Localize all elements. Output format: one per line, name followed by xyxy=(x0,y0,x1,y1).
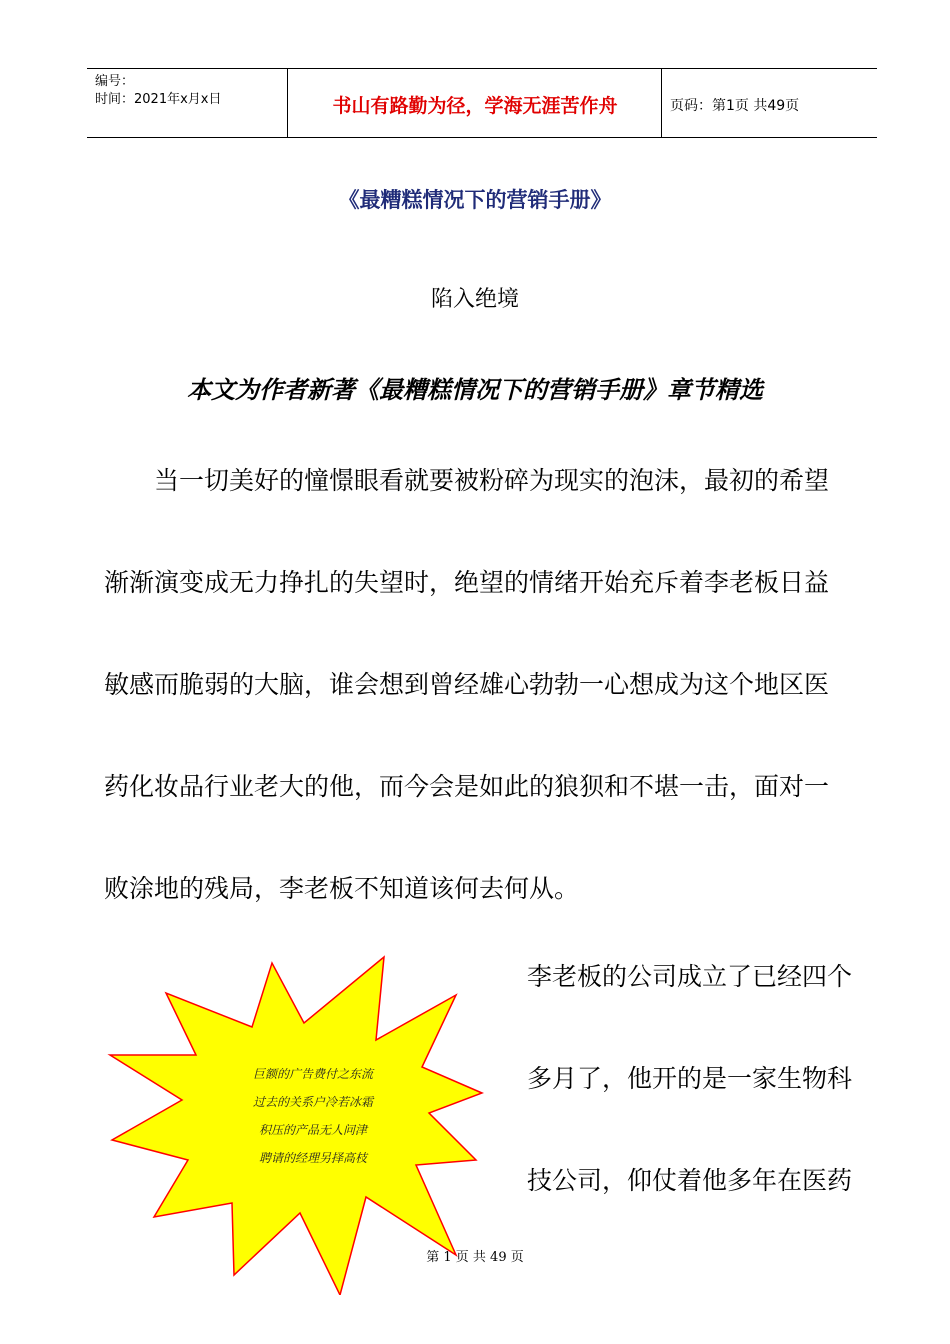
document-title: 《最糟糕情况下的营销手册》 xyxy=(338,188,612,212)
number-label: 编号： xyxy=(95,74,135,89)
page-footer: 第 1 页 共 49 页 xyxy=(426,1250,524,1265)
paragraph-line: 多月了，他开的是一家生物科 xyxy=(527,1064,853,1093)
callout-line: 过去的关系户冷若冰霜 xyxy=(252,1095,373,1109)
header-divider xyxy=(287,69,288,137)
wrapped-paragraph xyxy=(527,952,852,1258)
paragraph-line: 渐渐演变成无力挣扎的失望时，绝望的情绪开始充斥着李老板日益 xyxy=(104,568,830,597)
paragraph-line: 当一切美好的憧憬眼看就要被粉碎为现实的泡沫，最初的希望 xyxy=(154,466,830,495)
paragraph-line: 技公司，仰仗着他多年在医药 xyxy=(527,1166,853,1195)
callout-line: 聘请的经理另择高枝 xyxy=(258,1151,367,1165)
callout-line: 巨额的广告费付之东流 xyxy=(252,1067,373,1081)
paragraph-line: 敏感而脆弱的大脑，谁会想到曾经雄心勃勃一心想成为这个地区医 xyxy=(104,670,830,699)
paragraph-line: 败涂地的残局，李老板不知道该何去何从。 xyxy=(104,874,580,903)
body-paragraph xyxy=(104,456,844,966)
intro-line: 本文为作者新著《最糟糕情况下的营销手册》章节精选 xyxy=(187,376,763,404)
chapter-subtitle: 陷入绝境 xyxy=(430,287,519,312)
page-header xyxy=(87,68,877,138)
paragraph-line: 药化妆品行业老大的他，而今会是如此的狼狈和不堪一击，面对一 xyxy=(104,772,830,801)
header-motto: 书山有路勤为径，学海无涯苦作舟 xyxy=(332,95,618,117)
paragraph-line: 李老板的公司成立了已经四个 xyxy=(527,962,853,991)
time-label: 时间：2021年x月x日 xyxy=(95,92,222,107)
header-divider xyxy=(661,69,662,137)
callout-text xyxy=(208,1060,418,1172)
callout-line: 积压的产品无人问津 xyxy=(258,1123,367,1137)
header-meta xyxy=(95,73,221,109)
header-page-info: 页码：第1页 共49页 xyxy=(670,98,800,114)
